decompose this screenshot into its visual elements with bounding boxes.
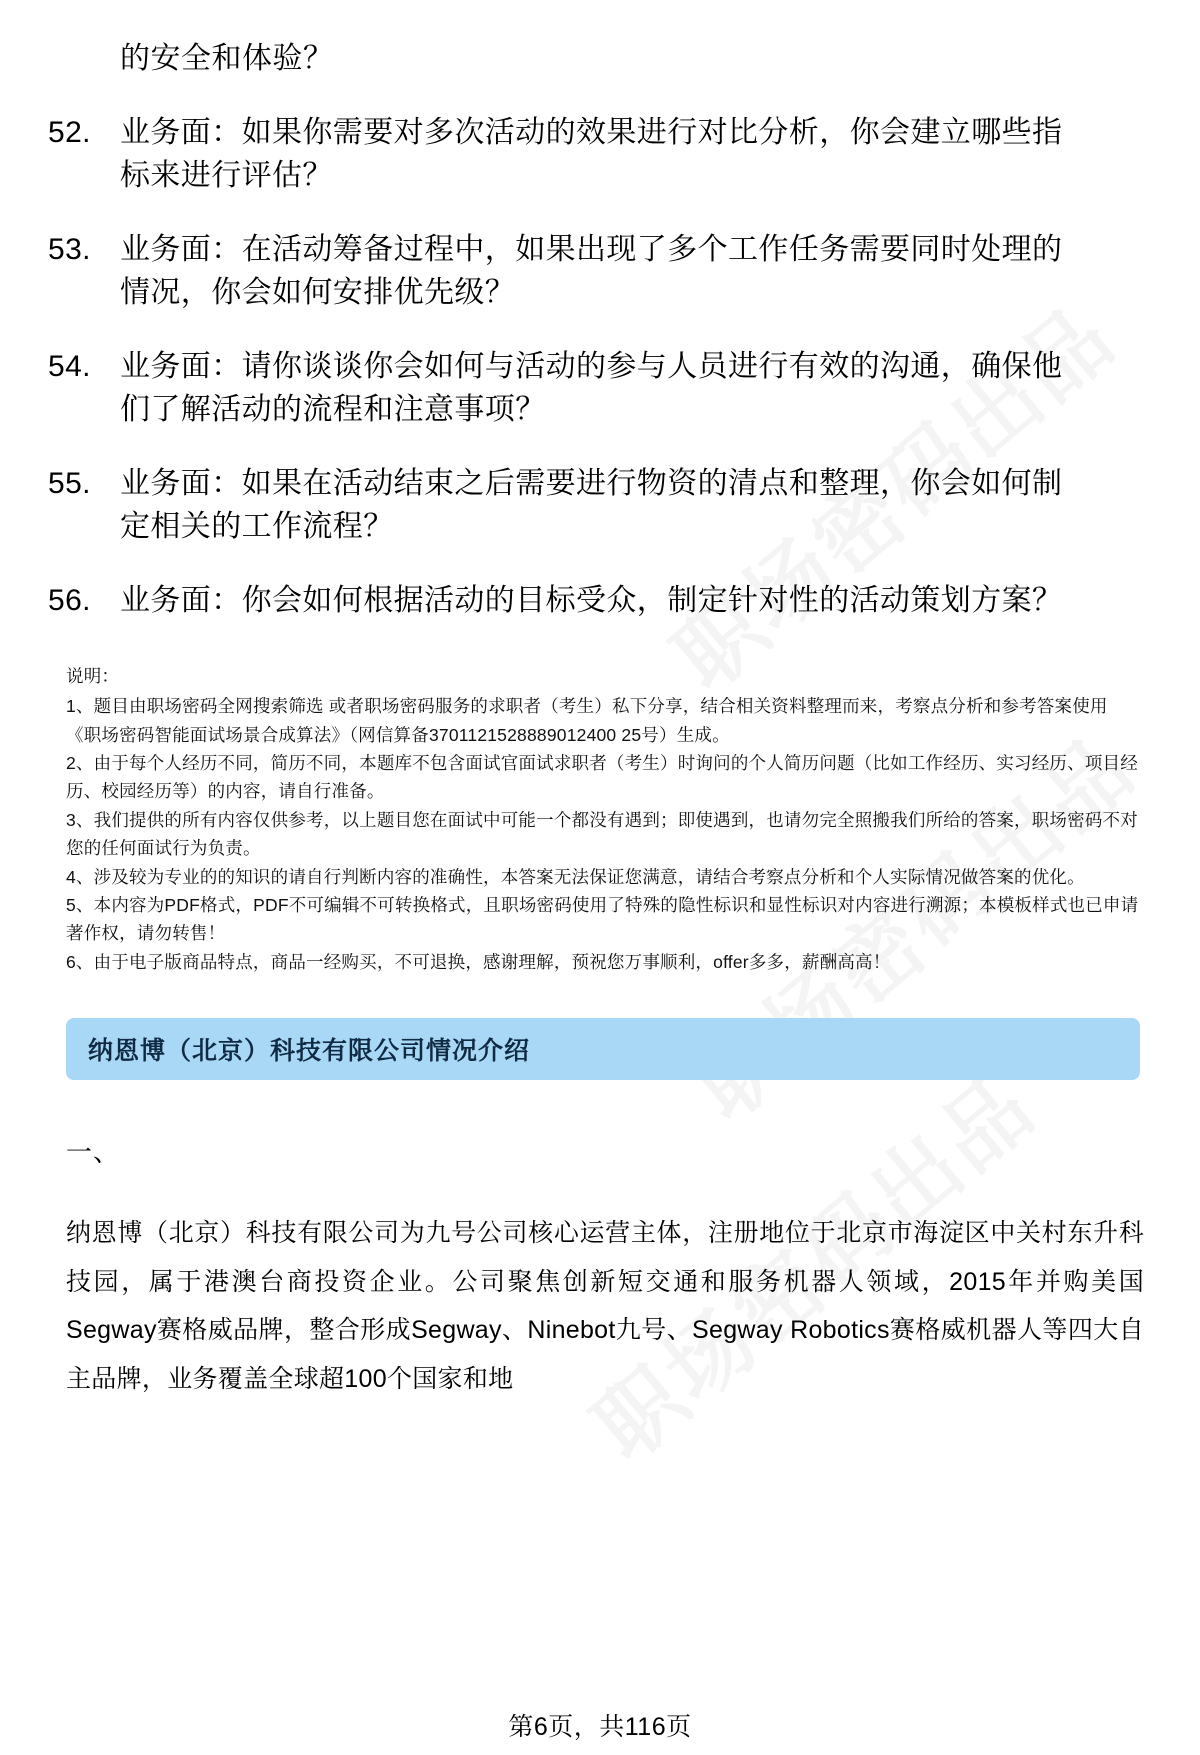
question-list (0, 111, 1200, 623)
note-item: 4、涉及较为专业的的知识的请自行判断内容的准确性，本答案无法保证您满意，请结合考察点分析和个人实际情况做答案的优化。 (66, 866, 1085, 887)
question-item (0, 228, 1200, 315)
question-item (0, 345, 1200, 432)
question-text: 业务面：请你谈谈你会如何与活动的参与人员进行有效的沟通，确保他们了解活动的流程和注意事项？ (120, 349, 1063, 427)
note-item: 1、题目由职场密码全网搜索筛选 或者职场密码服务的求职者（考生）私下分享，结合相关资料整理而来，考察点分析和参考答案使用《职场密码智能面试场景合成算法》（网信算备3701121528889012400 25号）生成。 (66, 696, 1108, 745)
question-item (0, 462, 1200, 549)
note-item: 2、由于每个人经历不同，简历不同，本题库不包含面试官面试求职者（考生）时询问的个人简历问题（比如工作经历、实习经历、项目经历、校园经历等）的内容，请自行准备。 (66, 753, 1138, 802)
question-text: 业务面：在活动筹备过程中，如果出现了多个工作任务需要同时处理的情况，你会如何安排优先级？ (120, 232, 1063, 310)
question-number: 55. (48, 466, 91, 500)
question-number: 52. (48, 115, 91, 149)
question-item (0, 111, 1200, 198)
note-item: 3、我们提供的所有内容仅供参考，以上题目您在面试中可能一个都没有遇到；即使遇到，也请勿完全照搬我们所给的答案，职场密码不对您的任何面试行为负责。 (66, 809, 1138, 859)
question-text: 业务面：你会如何根据活动的目标受众，制定针对性的活动策划方案？ (120, 583, 1063, 617)
notes-title: 说明： (66, 666, 120, 687)
notes-block (0, 662, 1200, 976)
section-banner (66, 1018, 1140, 1080)
sub-heading: 一、 (66, 1136, 121, 1167)
question-number: 54. (48, 349, 91, 383)
section-banner-title: 纳恩博（北京）科技有限公司情况介绍 (88, 1036, 531, 1065)
question-number: 53. (48, 232, 91, 266)
page-footer: 第6页，共116页 (508, 1713, 692, 1741)
continued-question-line: 的安全和体验？ (120, 42, 334, 75)
note-item: 5、本内容为PDF格式，PDF不可编辑不可转换格式，且职场密码使用了特殊的隐性标识和显性标识对内容进行溯源；本模板样式也已申请著作权，请勿转售！ (66, 894, 1139, 944)
question-text: 业务面：如果在活动结束之后需要进行物资的清点和整理，你会如何制定相关的工作流程？ (120, 466, 1063, 544)
question-item (0, 579, 1200, 623)
note-item: 6、由于电子版商品特点，商品一经购买，不可退换，感谢理解，预祝您万事顺利，offer多多，薪酬高高！ (66, 951, 891, 972)
question-number: 56. (48, 583, 91, 617)
company-intro-paragraph: 纳恩博（北京）科技有限公司为九号公司核心运营主体，注册地位于北京市海淀区中关村东升科技园，属于港澳台商投资企业。公司聚焦创新短交通和服务机器人领域，2015年并购美国Segway赛格威品牌，整合形成Segway、Ninebot九号、Segway Robotics赛格威机器人等四大自主品牌，业务覆盖全球超100个国家和地 (66, 1218, 1144, 1394)
question-text: 业务面：如果你需要对多次活动的效果进行对比分析，你会建立哪些指标来进行评估？ (120, 115, 1063, 193)
